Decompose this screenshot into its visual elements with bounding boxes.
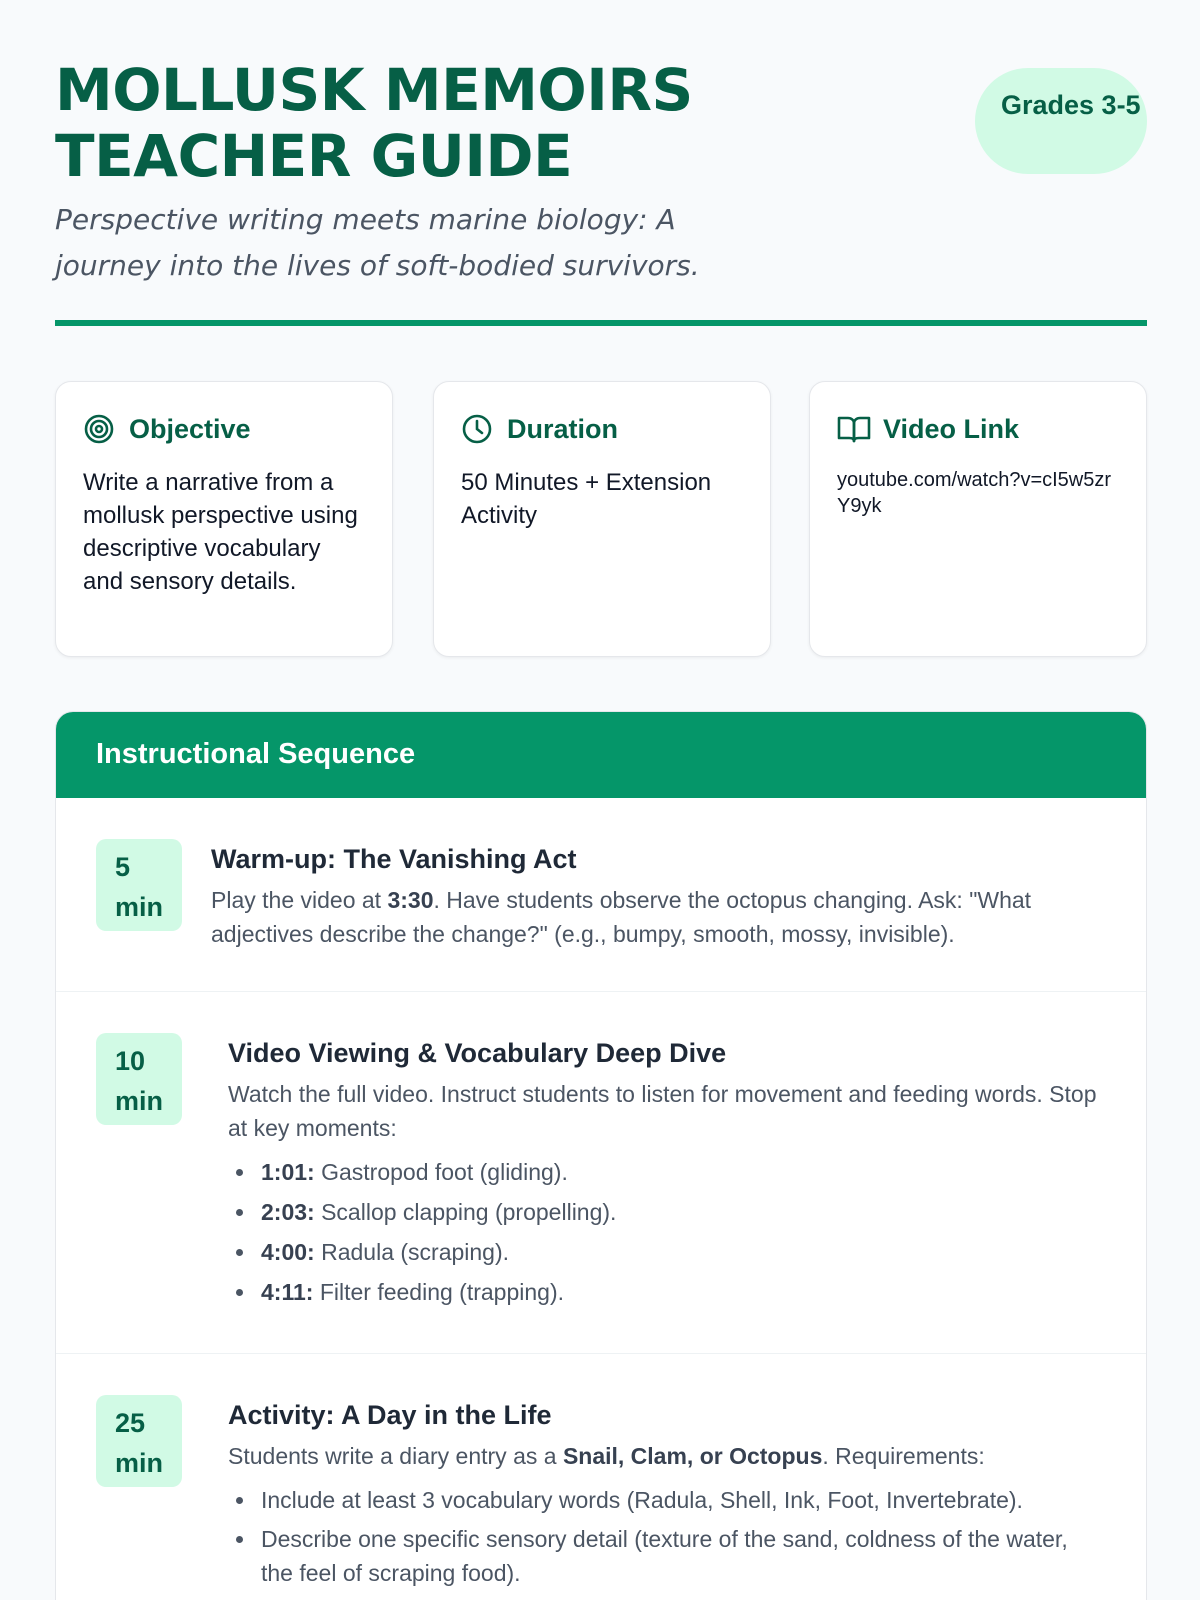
objective-text: Write a narrative from a mollusk perspective using descriptive vocabulary and sensory details. bbox=[83, 469, 358, 595]
step-title: Activity: A Day in the Life bbox=[228, 1400, 552, 1430]
video-link-card bbox=[809, 381, 1147, 657]
video-link-title: Video Link bbox=[883, 413, 1020, 444]
duration-text: 50 Minutes + Extension Activity bbox=[461, 469, 712, 529]
requirements-list bbox=[228, 1483, 1106, 1590]
list-item: 2:03: Scallop clapping (propelling). bbox=[228, 1195, 1106, 1229]
info-cards bbox=[55, 381, 1147, 657]
guide-header bbox=[55, 55, 1147, 325]
step-warm-up bbox=[56, 798, 1146, 992]
list-item: 4:00: Radula (scraping). bbox=[228, 1235, 1106, 1269]
time-unit: min bbox=[115, 1086, 164, 1116]
time-number: 25 bbox=[115, 1408, 146, 1438]
target-icon bbox=[83, 412, 117, 446]
step-description: Students write a diary entry as a Snail, Clam, or Octopus. Requirements: bbox=[228, 1443, 985, 1469]
step-description: Play the video at 3:30. Have students observe the octopus changing. Ask: "What adjectives describe the change?" (e.g., bumpy, smooth, mossy, invisible). bbox=[211, 887, 1032, 947]
time-number: 10 bbox=[115, 1046, 146, 1076]
book-icon bbox=[837, 412, 871, 446]
step-title: Warm-up: The Vanishing Act bbox=[211, 844, 577, 874]
page-subtitle: Perspective writing meets marine biology: A journey into the lives of soft-bodied survivors. bbox=[55, 203, 700, 282]
time-badge bbox=[96, 1395, 182, 1487]
list-item: 4:11: Filter feeding (trapping). bbox=[228, 1275, 1106, 1309]
video-link[interactable]: youtube.com/watch?v=cI5w5zrY9yk bbox=[837, 469, 1112, 517]
time-unit: min bbox=[115, 892, 164, 922]
grade-badge: Grades 3-5 bbox=[975, 68, 1147, 174]
list-item: Include at least 3 vocabulary words (Radula, Shell, Ink, Foot, Invertebrate). bbox=[228, 1483, 1106, 1517]
step-activity bbox=[56, 1354, 1146, 1600]
sequence-heading: Instructional Sequence bbox=[56, 712, 1146, 798]
duration-title: Duration bbox=[507, 413, 618, 444]
step-video-viewing bbox=[56, 992, 1146, 1354]
key-moments-list bbox=[228, 1155, 1106, 1309]
objective-title: Objective bbox=[129, 413, 251, 444]
time-unit: min bbox=[115, 1448, 164, 1478]
teacher-guide-page bbox=[55, 55, 1147, 1586]
step-title: Video Viewing & Vocabulary Deep Dive bbox=[228, 1038, 727, 1068]
instructional-sequence bbox=[55, 711, 1147, 1600]
video-timestamp: 3:30 bbox=[387, 887, 434, 913]
time-number: 5 bbox=[115, 852, 131, 882]
list-item: Describe one specific sensory detail (texture of the sand, coldness of the water, the feel of scraping food). bbox=[228, 1522, 1106, 1590]
time-badge bbox=[96, 839, 182, 931]
clock-icon bbox=[461, 412, 495, 446]
page-title: MOLLUSK MEMOIRS TEACHER GUIDE bbox=[55, 56, 693, 190]
objective-card bbox=[55, 381, 393, 657]
step-description: Watch the full video. Instruct students to listen for movement and feeding words. Stop at key moments: bbox=[228, 1081, 1097, 1141]
duration-card bbox=[433, 381, 771, 657]
header-divider bbox=[55, 320, 1147, 326]
time-badge bbox=[96, 1033, 182, 1125]
list-item: 1:01: Gastropod foot (gliding). bbox=[228, 1155, 1106, 1189]
character-options: Snail, Clam, or Octopus bbox=[562, 1443, 823, 1469]
